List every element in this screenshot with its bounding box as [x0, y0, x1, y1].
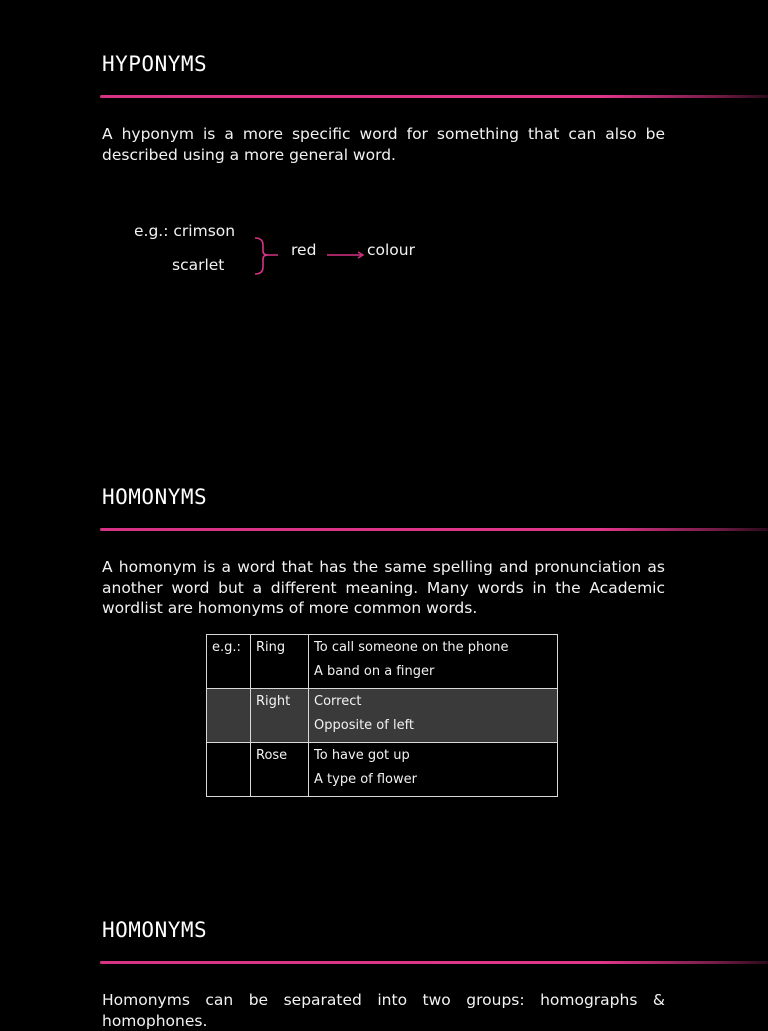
homonym-meanings — [309, 635, 558, 689]
section-divider — [100, 961, 768, 964]
broader-word-colour: colour — [367, 241, 415, 259]
meaning: A type of flower — [314, 772, 417, 787]
homonym-examples-table — [206, 634, 558, 797]
table-prefix: e.g.: — [212, 640, 241, 655]
meaning: To call someone on the phone — [314, 640, 509, 655]
homonym-word: Ring — [256, 640, 286, 655]
hyponym-definition: A hyponym is a more specific word for something that can also be described using a more general word. — [102, 125, 665, 164]
homonym-word: Rose — [256, 748, 288, 763]
brace-icon — [252, 236, 280, 276]
section-heading-homonyms: HOMONYMS — [102, 485, 208, 509]
section-heading-homonyms-groups: HOMONYMS — [102, 918, 208, 942]
arrow-right-icon — [325, 249, 367, 261]
homonym-definition: A homonym is a word that has the same spelling and pronunciation as another word but a different meaning. Many words in the Academic wordlist are homonyms of more common words. — [102, 558, 665, 617]
table-row — [207, 743, 558, 797]
homonym-meanings — [309, 689, 558, 743]
meaning: Correct — [314, 694, 362, 709]
homonym-meanings — [309, 743, 558, 797]
meaning: To have got up — [314, 748, 410, 763]
general-word-red: red — [291, 241, 317, 259]
meaning: Opposite of left — [314, 718, 415, 733]
specific-word-crimson: crimson — [173, 222, 236, 240]
homonym-groups-text: Homonyms can be separated into two groups: homographs & homophones. — [102, 991, 665, 1030]
meaning: A band on a finger — [314, 664, 435, 679]
table-row — [207, 635, 558, 689]
section-divider — [100, 95, 768, 98]
example-prefix: e.g.: — [134, 222, 169, 240]
section-heading-hyponyms: HYPONYMS — [102, 52, 208, 76]
section-divider — [100, 528, 768, 531]
table-row — [207, 689, 558, 743]
homonym-word: Right — [256, 694, 291, 709]
specific-word-scarlet: scarlet — [172, 256, 225, 274]
